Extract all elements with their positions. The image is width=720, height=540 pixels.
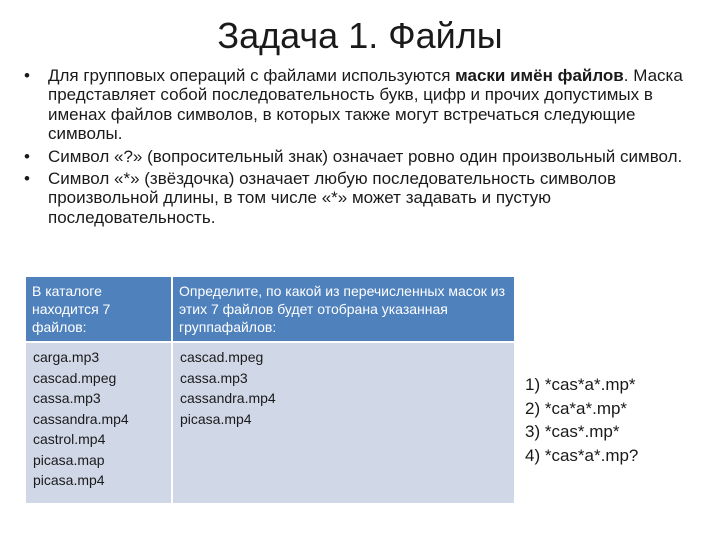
file-name: cassa.mp3 bbox=[33, 390, 101, 406]
file-name: picasa.map bbox=[33, 451, 105, 468]
bullet-item-question-mark bbox=[22, 147, 712, 166]
bullet-text: Символ «?» (вопросительный знак) означает ровно один произвольный символ. bbox=[48, 146, 683, 166]
bullet-text: . Маска представляет собой последовательность букв, цифр и прочих допустимых в именах файлов символов, в которых также могут встречаться следующие символы. bbox=[48, 66, 683, 144]
slide-title: Задача 1. Файлы bbox=[217, 15, 503, 56]
bullet-marker: • bbox=[24, 66, 30, 85]
bullet-text: Для групповых операций с файлами используются bbox=[48, 66, 456, 85]
file-name: castrol.mp4 bbox=[33, 431, 106, 447]
answer-option: 1) *cas*a*.mp* bbox=[525, 375, 636, 394]
file-name: cascad.mpeg bbox=[33, 369, 117, 386]
file-name: cassa.mp3 bbox=[180, 369, 248, 386]
bullet-marker: • bbox=[24, 146, 30, 166]
header-catalog: В каталоге находится 7 файлов: bbox=[26, 277, 172, 342]
answer-option: 3) *cas*.mp* bbox=[525, 422, 620, 442]
bullet-list bbox=[22, 66, 712, 230]
bullet-bold-term: маски имён файлов bbox=[455, 66, 624, 85]
answer-options bbox=[525, 373, 638, 467]
bullet-item-masks bbox=[22, 66, 712, 144]
selected-files-cell bbox=[172, 342, 514, 503]
files-table bbox=[26, 277, 514, 503]
table-header-row bbox=[26, 277, 514, 342]
bullet-text: Символ «*» (звёздочка) означает любую последовательность символов произвольной длины, в том числе «*» может задавать и пустую последовательность. bbox=[48, 169, 617, 227]
file-name: picasa.mp4 bbox=[33, 472, 105, 488]
file-name: carga.mp3 bbox=[33, 349, 100, 365]
header-question: Определите, по какой из перечисленных масок из этих 7 файлов будет отобрана указанная группафайлов: bbox=[172, 277, 514, 342]
file-name: cassandra.mp4 bbox=[180, 390, 276, 406]
answer-option: 4) *cas*a*.mp? bbox=[525, 445, 639, 465]
bullet-marker: • bbox=[24, 169, 30, 189]
answer-option: 2) *ca*a*.mp* bbox=[525, 398, 628, 418]
file-name: picasa.mp4 bbox=[180, 410, 252, 427]
bullet-item-asterisk bbox=[22, 169, 712, 227]
file-name: cassandra.mp4 bbox=[33, 410, 129, 427]
table-row bbox=[26, 342, 514, 503]
catalog-files-cell bbox=[26, 342, 172, 503]
file-name: cascad.mpeg bbox=[180, 349, 264, 365]
